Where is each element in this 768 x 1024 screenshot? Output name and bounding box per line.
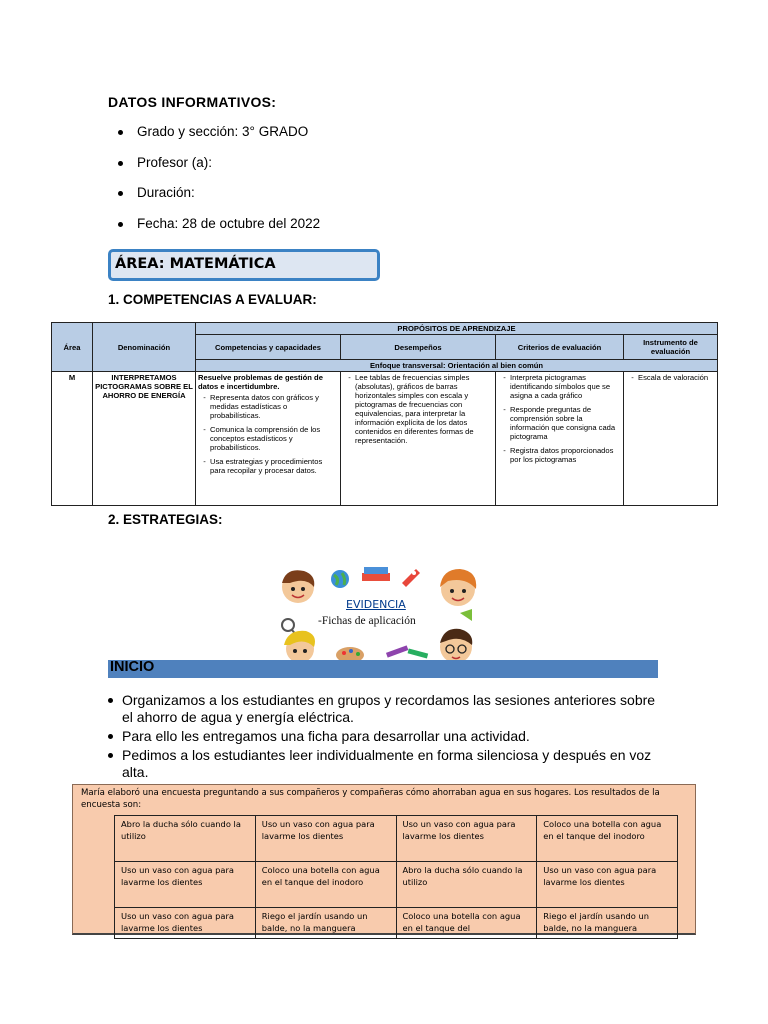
table-cell: Uso un vaso con agua para lavarme los dientes	[115, 862, 256, 908]
area-label: ÁREA: MATEMÁTICA	[115, 256, 276, 272]
cell-criterios	[496, 372, 624, 506]
datos-item-profesor: Profesor (a):	[118, 153, 320, 184]
th-enfoque: Enfoque transversal: Orientación al bien común	[196, 360, 718, 372]
estrategias-heading: 2. ESTRATEGIAS:	[108, 512, 223, 527]
table-cell: Coloco una botella con agua en el tanque del	[396, 908, 537, 939]
inicio-item: Para ello les entregamos una ficha para desarrollar una actividad.	[106, 728, 666, 745]
criterio-item: - Interpreta pictogramas identificando símbolos que se asigna a cada gráfico	[510, 373, 621, 400]
table-row	[115, 908, 678, 939]
capacidad-item: - Comunica la comprensión de los conceptos estadísticos y probabilísticos.	[210, 425, 338, 452]
competencias-heading: 1. COMPETENCIAS A EVALUAR:	[108, 292, 317, 307]
area-box	[108, 249, 380, 281]
inicio-list	[106, 692, 666, 783]
encuesta-intro: María elaboró una encuesta preguntando a sus compañeros y compañeras cómo ahorraban agua en sus hogares. Los resultados de la encuesta son:	[81, 788, 660, 810]
instrumento-item: - Escala de valoración	[638, 373, 715, 382]
inicio-item: Pedimos a los estudiantes leer individualmente en forma silenciosa y después en voz alta.	[106, 747, 666, 781]
competencias-table	[51, 322, 718, 506]
instrumento-list	[626, 373, 715, 382]
th-propositos: PROPÓSITOS DE APRENDIZAJE	[196, 323, 718, 335]
datos-heading: DATOS INFORMATIVOS:	[108, 94, 277, 110]
evidencia-subtitle: -Fichas de aplicación	[318, 615, 416, 627]
cell-competencias	[196, 372, 341, 506]
table-cell: Abro la ducha sólo cuando la utilizo	[115, 816, 256, 862]
inicio-label: INICIO	[110, 659, 155, 675]
datos-item-duracion: Duración:	[118, 183, 320, 214]
desempenos-list	[343, 373, 493, 445]
criterio-item: - Responde preguntas de comprensión sobre la información que consigna cada pictograma	[510, 405, 621, 441]
books-icon	[362, 573, 390, 581]
capacidad-item: - Usa estrategias y procedimientos para recopilar y procesar datos.	[210, 457, 338, 475]
cell-instrumento	[624, 372, 718, 506]
table-cell: Riego el jardín usando un balde, no la manguera	[255, 908, 396, 939]
th-competencias: Competencias y capacidades	[196, 335, 341, 360]
table-cell: Coloco una botella con agua en el tanque del inodoro	[255, 862, 396, 908]
table-cell: Uso un vaso con agua para lavarme los dientes	[115, 908, 256, 939]
encuesta-box	[72, 784, 696, 935]
table-cell: Riego el jardín usando un balde, no la manguera	[537, 908, 678, 939]
capacidades-list	[198, 393, 338, 475]
th-denominacion: Denominación	[93, 323, 196, 372]
inicio-item: Organizamos a los estudiantes en grupos y recordamos las sesiones anteriores sobre el ahorro de agua y energía eléctrica.	[106, 692, 666, 726]
evidencia-card	[276, 565, 482, 665]
table-cell: Uso un vaso con agua para lavarme los dientes	[396, 816, 537, 862]
th-desempenos: Desempeños	[341, 335, 496, 360]
datos-list	[118, 122, 320, 244]
competencia-title: Resuelve problemas de gestión de datos e incertidumbre.	[198, 373, 323, 391]
desempeno-item: - Lee tablas de frecuencias simples (absolutas), gráficos de barras horizontales simples con escala y pictogramas de frecuencias con equivalencias, para interpretar la información explícita de los datos contenidos en diferentes formas de representación.	[355, 373, 493, 445]
cell-area: M	[52, 372, 93, 506]
inicio-bar	[108, 660, 658, 678]
table-cell: Uso un vaso con agua para lavarme los dientes	[537, 862, 678, 908]
table-row	[115, 862, 678, 908]
criterio-item: - Registra datos proporcionados por los pictogramas	[510, 446, 621, 464]
table-row	[115, 816, 678, 862]
encuesta-table	[114, 815, 678, 939]
table-cell: Abro la ducha sólo cuando la utilizo	[396, 862, 537, 908]
table-cell: Uso un vaso con agua para lavarme los dientes	[255, 816, 396, 862]
globe-icon	[331, 570, 349, 588]
table-cell: Coloco una botella con agua en el tanque del inodoro	[537, 816, 678, 862]
datos-item-grado: Grado y sección: 3° GRADO	[118, 122, 320, 153]
cell-denominacion: INTERPRETAMOS PICTOGRAMAS SOBRE EL AHORRO DE ENERGÍA	[93, 372, 196, 506]
cell-desempenos	[341, 372, 496, 506]
evidencia-title: EVIDENCIA	[346, 598, 406, 611]
th-instrumento: Instrumento de evaluación	[624, 335, 718, 360]
criterios-list	[498, 373, 621, 464]
datos-item-fecha: Fecha: 28 de octubre del 2022	[118, 214, 320, 245]
th-criterios: Criterios de evaluación	[496, 335, 624, 360]
th-area: Área	[52, 323, 93, 372]
capacidad-item: - Representa datos con gráficos y medidas estadísticas o probabilísticas.	[210, 393, 338, 420]
